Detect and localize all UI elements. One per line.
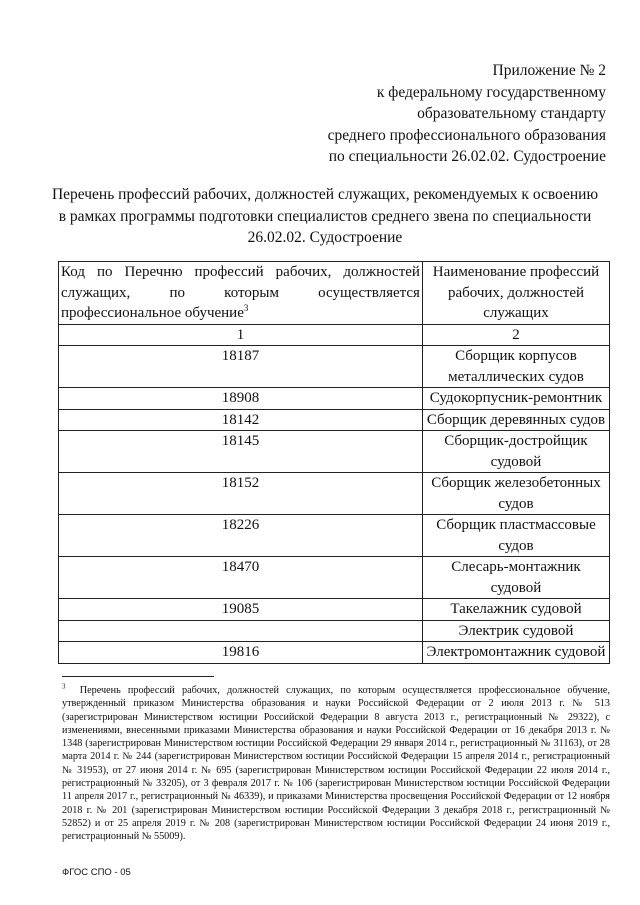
table-header-row [59, 262, 610, 325]
profession-code: 18152 [59, 473, 423, 515]
table-row [59, 599, 610, 621]
header-name-cell [422, 262, 609, 325]
footnote-text: Перечень профессий рабочих, должностей служащих, по которым осуществляется профессиональное обучение, утвержденный приказом Министерства образования и науки Российской Федерации от 2 июля 2013 г. № 513 (зарегистрирован Министерством юстиции Российской Федерации 8 августа 2013 г., регистрационный № 29322), с изменениями, внесенными приказами Министерства образования и науки Российской Федерации от 16 декабря 2013 г. № 1348 (зарегистрирован Министерством юстиции Российской Федерации 29 января 2014 г., регистрационный № 31163), от 28 марта 2014 г. № 244 (зарегистрирован Министерством юстиции Российской Федерации 15 апреля 2014 г., регистрационный № 31953), от 27 июня 2014 г. № 695 (зарегистрирован Министерством юстиции Российской Федерации 22 июля 2014 г., регистрационный № 33205), от 3 февраля 2017 г. № 106 (зарегистрирован Министерством юстиции Российской Федерации 11 апреля 2017 г., регистрационный № 46339), и приказами Министерства просвещения Российской Федерации от 12 ноября 2018 г. № 201 (зарегистрирован Министерством юстиции Российской Федерации 3 декабря 2018 г., регистрационный № 52852) и от 25 апреля 2019 г. № 208 (зарегистрирован Министерством юстиции Российской Федерации 24 июня 2019 г., регистрационный № 55009). [62, 685, 610, 843]
appendix-line: Приложение № 2 [492, 62, 606, 79]
profession-code: 18142 [59, 409, 423, 431]
profession-code: 18145 [59, 431, 423, 473]
table-row [59, 642, 610, 664]
profession-code: 18187 [59, 346, 423, 388]
appendix-line: к федеральному государственному [376, 83, 606, 101]
appendix-line: среднего профессионального образования [327, 126, 606, 144]
header-code-cell [59, 262, 423, 325]
footnote-separator [62, 676, 214, 677]
table-row [59, 409, 610, 431]
header-code-line: служащих, по которым осуществляется [61, 284, 420, 301]
header-name-line: рабочих, должностей [447, 284, 585, 301]
profession-code: 18226 [59, 515, 423, 557]
col-number-1: 1 [59, 324, 423, 346]
footnote-mark: 3 [62, 682, 66, 691]
title-line: 26.02.02. Судостроение [247, 229, 403, 246]
table-row [59, 431, 610, 473]
table-row [59, 388, 610, 410]
profession-name: Сборщик пластмассовые судов [422, 515, 609, 557]
header-code-line: Код по Перечню профессий рабочих, должностей [61, 264, 420, 280]
title-line: Перечень профессий рабочих, должностей служащих, рекомендуемых к освоению [51, 186, 599, 203]
profession-name: Электрик судовой [422, 620, 609, 642]
table-row [59, 346, 610, 388]
page-footer: ФГОС СПО - 05 [62, 867, 131, 878]
profession-code: 19816 [59, 642, 423, 664]
title-line: в рамках программы подготовки специалистов среднего звена по специальности [58, 207, 592, 225]
profession-name: Сборщик железобетонных судов [422, 473, 609, 515]
table-number-row [59, 324, 610, 346]
profession-code: 18908 [59, 388, 423, 410]
profession-name: Такелажник судовой [422, 599, 609, 621]
profession-code: 18470 [59, 557, 423, 599]
header-code-line-last [61, 303, 420, 324]
header-name-line: Наименование профессий [432, 264, 600, 280]
table-row [59, 620, 610, 642]
appendix-header [276, 60, 606, 168]
profession-name: Сборщик-достройщик судовой [422, 431, 609, 473]
document-title [40, 184, 610, 249]
col-number-2: 2 [422, 324, 609, 346]
profession-name: Сборщик деревянных судов [422, 409, 609, 431]
footnote-ref: 3 [243, 303, 249, 313]
profession-name: Сборщик корпусов металлических судов [422, 346, 609, 388]
header-code-text: профессиональное обучение [61, 305, 244, 321]
header-name-line: служащих [483, 305, 549, 321]
table-row [59, 515, 610, 557]
table-row [59, 473, 610, 515]
footnote [62, 684, 610, 844]
profession-code: 19085 [59, 599, 423, 621]
table-row [59, 557, 610, 599]
profession-code [59, 620, 423, 642]
profession-name: Слесарь-монтажник судовой [422, 557, 609, 599]
appendix-line: образовательному стандарту [417, 105, 606, 122]
profession-name: Электромонтажник судовой [422, 642, 609, 664]
appendix-line: по специальности 26.02.02. Судостроение [328, 148, 606, 165]
professions-table [58, 261, 610, 664]
profession-name: Судокорпусник-ремонтник [422, 388, 609, 410]
